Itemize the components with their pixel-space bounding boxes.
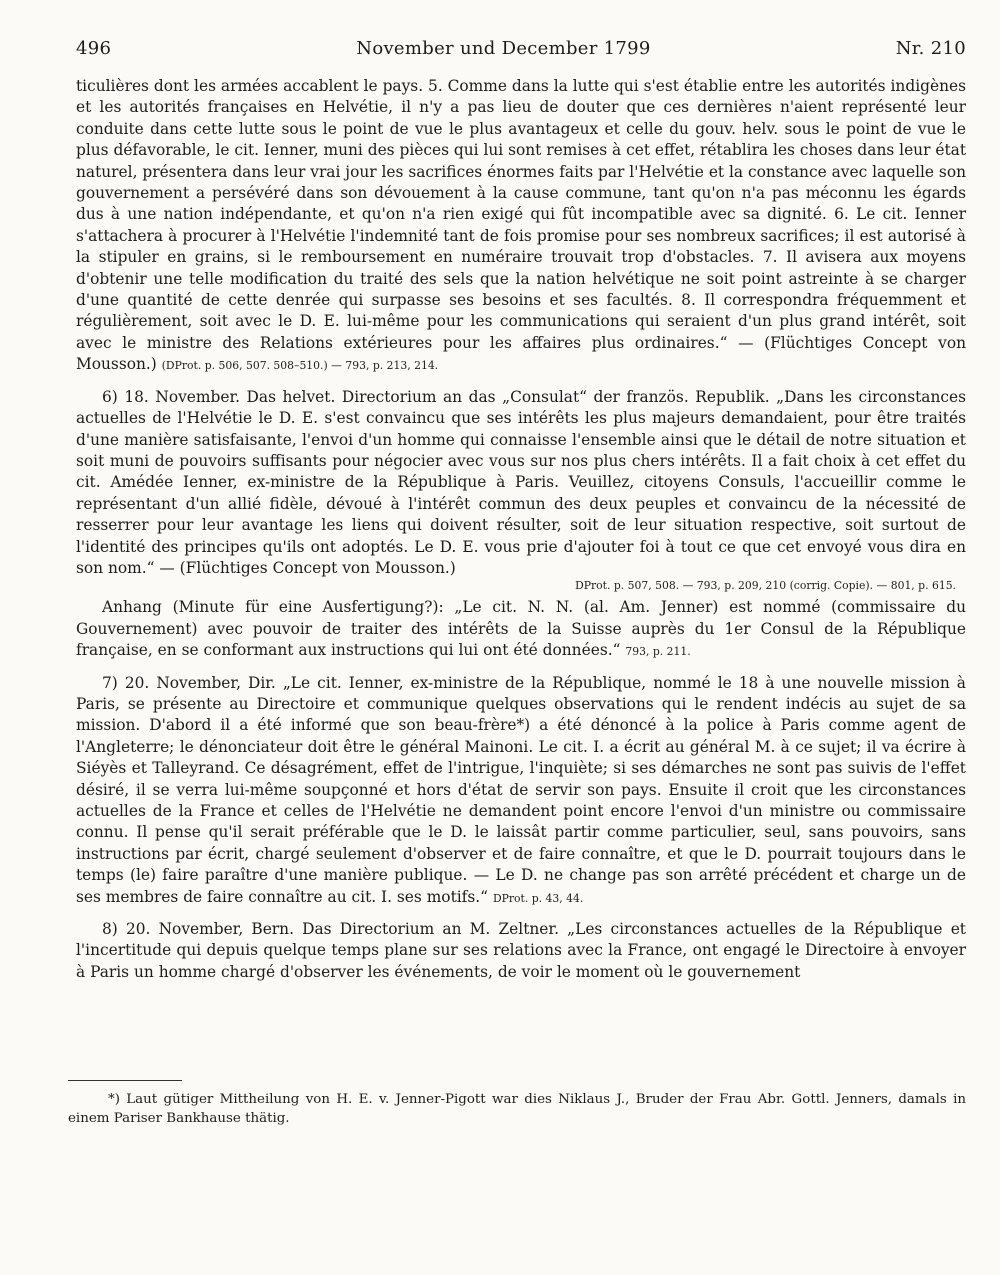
paragraph-1-reference: (DProt. p. 506, 507. 508–510.) — 793, p. 213, 214. <box>161 359 439 373</box>
paragraph-3-text: Anhang (Minute für eine Ausfertigung?): „Le cit. N. N. (al. Am. Jenner) est nommé (commissaire du Gouvernement) avec pouvoir de traiter des intérêts de la Suisse auprès du 1er Consul de la République française, en se conformant aux instructions qui lui ont été données.“ <box>76 598 966 660</box>
paragraph-3-reference: 793, p. 211. <box>625 645 691 659</box>
paragraph-2-text: 6) 18. November. Das helvet. Directorium an das „Consulat“ der französ. Republik. „Dans les circonstances actuelles de l'Helvétie le D. E. s'est convaincu que ses intérêts les plus majeurs demandaient, pour être traités d'une manière satisfaisante, l'envoi d'un homme qui connaisse l'ensemble ainsi que le détail de notre situation et soit muni de pouvoirs suffisants pour négocier avec vous sur nos plus chers intérêts. Il a fait choix à cet effet du cit. Amédée Ienner, ex-ministre de la République à Paris. Veuillez, citoyens Consuls, l'accueillir comme le représentant d'un allié fidèle, dévoué à l'intérêt commun des deux peuples et convaincu de la nécessité de resserrer pour leur avantage les liens qui doivent résulter, soit de leur situation respective, soit surtout de l'identité des principes qu'ils ont adoptés. Le D. E. vous prie d'ajouter foi à tout ce que cet envoyé vous dira en son nom.“ — (Flüchtiges Concept von Mousson.) <box>76 387 966 577</box>
running-header <box>76 38 966 68</box>
footnote <box>68 1090 966 1128</box>
document-number: Nr. 210 <box>895 38 966 59</box>
paragraph-5-text: 8) 20. November, Bern. Das Directorium an M. Zeltner. „Les circonstances actuelles de la République et l'incertitude qui depuis quelque temps plane sur ses relations avec la France, ont engagé le Directoire à envoyer à Paris un homme chargé d'observer les événements, de voir le moment où le gouvernement <box>76 920 966 981</box>
paragraph-5 <box>76 919 966 983</box>
paragraph-3 <box>76 597 966 662</box>
paragraph-4-reference: DProt. p. 43, 44. <box>492 891 584 905</box>
paragraph-1-text: ticulières dont les armées accablent le pays. 5. Comme dans la lutte qui s'est établie entre les autorités indigènes et les autorités françaises en Helvétie, il n'y a pas lieu de douter que ces dernières n'aient représenté leur conduite dans cette lutte sous le point de vue le plus avantageux et celle du gouv. helv. sous le point de vue le plus défavorable, le cit. Ienner, muni des pièces qui lui sont remises à cet effet, rétablira les choses dans leur état naturel, présentera dans leur vrai jour les sacrifices énormes faits par l'Helvétie et la constance avec laquelle son gouvernement a persévéré dans son dévouement à la cause commune, tant qu'on n'a pas méconnu les égards dus à une nation indépendante, et qu'on n'a rien exigé qui fût incompatible avec sa dignité. 6. Le cit. Ienner s'attachera à procurer à l'Helvétie l'indemnité tant de fois promise pour ses nombreux sacrifices; il est autorisé à la stipuler en grains, si le remboursement en numéraire trouvait trop d'obstacles. 7. Il avisera aux moyens d'obtenir une telle modification du traité des sels que la nation helvétique ne soit point astreinte à se charger d'une quantité de cette denrée qui surpasse ses besoins et ses facultés. 8. Il correspondra fréquemment et régulièrement, soit avec le D. E. lui-même pour les communications qui seraient d'un plus grand intérêt, soit avec le ministre des Relations extérieures pour les affaires plus ordinaires.“ — (Flüchtiges Concept von Mousson.) <box>76 77 966 374</box>
paragraph-4 <box>76 673 966 909</box>
page-number: 496 <box>76 38 112 59</box>
paragraph-4-text: 7) 20. November, Dir. „Le cit. Ienner, ex-ministre de la République, nommé le 18 à une nouvelle mission à Paris, se présente au Directoire et communique quelques observations qui le rendent indécis au sujet de sa mission. D'abord il a été informé que son beau-frère*) a été dénoncé à la police à Paris comme agent de l'Angleterre; le dénonciateur doit être le général Mainoni. Le cit. I. a écrit au général M. à ce sujet; il va écrire à Siéyès et Talleyrand. Ce désagrément, effet de l'intrigue, l'inquiète; si ses démarches ne sont pas suivis de l'effet désiré, il se verra lui-même soupçonné et hors d'état de servir son pays. Ensuite il croit que les circonstances actuelles de la France et celles de l'Helvétie ne demandent point encore l'envoi d'un ministre ou commissaire connu. Il pense qu'il serait préférable que le D. le laissât partir comme particulier, seul, sans pouvoirs, sans instructions par écrit, chargé seulement d'observer et de faire connaître, et que le D. pourrait toujours dans le temps (le) faire paraître d'une manière publique. — Le D. ne change pas son arrêté précédent et charge un de ses membres de faire connaître au cit. I. ses motifs.“ <box>76 673 966 906</box>
document-page <box>76 38 966 983</box>
paragraph-2-reference: DProt. p. 507, 508. — 793, p. 209, 210 (corrig. Copie). — 801, p. 615. <box>575 579 956 593</box>
footnote-divider <box>68 1080 182 1081</box>
body-text <box>76 76 966 983</box>
running-title: November und December 1799 <box>356 38 651 59</box>
paragraph-2 <box>76 387 966 580</box>
footnote-text: *) Laut gütiger Mittheilung von H. E. v. Jenner-Pigott war dies Niklaus J., Bruder der Frau Abr. Gottl. Jenners, damals in einem Pariser Bankhause thätig. <box>68 1092 966 1126</box>
paragraph-1 <box>76 76 966 377</box>
